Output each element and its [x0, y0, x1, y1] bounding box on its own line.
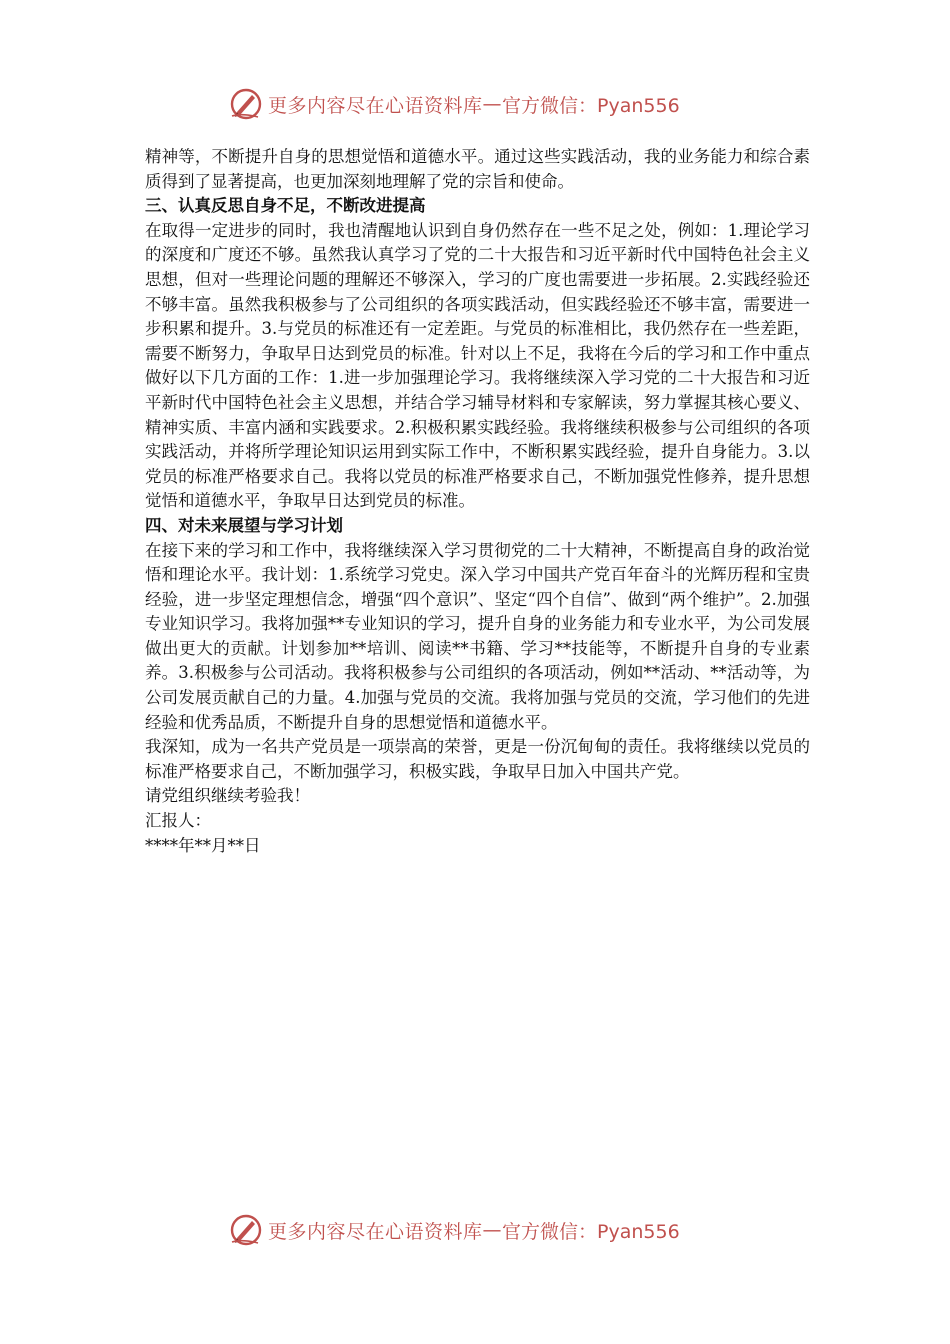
- paragraph-commitment: 我深知，成为一名共产党员是一项崇高的荣誉，更是一份沉甸甸的责任。我将继续以党员的标准严格要求自己，不断加强学习，积极实践，争取早日加入中国共产党。: [145, 737, 810, 781]
- header-banner: [228, 84, 680, 124]
- header-slogan: 更多内容尽在心语资料库: [268, 94, 483, 117]
- footer-dash: —: [482, 1219, 503, 1241]
- date-line: ****年**月**日: [145, 835, 261, 855]
- footer-wechat: 官方微信：Pyan556: [502, 1220, 680, 1243]
- closing-line: 请党组织继续考验我！: [145, 786, 310, 806]
- section-heading-3: 三、认真反思自身不足，不断改进提高: [145, 196, 426, 216]
- section-heading-4: 四、对未来展望与学习计划: [145, 515, 343, 535]
- paragraph-section-4: 在接下来的学习和工作中，我将继续深入学习贯彻党的二十大精神，不断提高自身的政治觉悟和理论水平。我计划：1.系统学习党史。深入学习中国共产党百年奋斗的光辉历程和宝贵经验，进一步坚定理想信念，增强“四个意识”、坚定“四个自信”、做到“两个维护”。2.加强专业知识学习。我将加强**专业知识的学习，提升自身的业务能力和专业水平，为公司发展做出更大的贡献。计划参加**培训、阅读**书籍、学习**技能等，不断提升自身的专业素养。3.积极参与公司活动。我将积极参与公司组织的各项活动，例如**活动、**活动等，为公司发展贡献自己的力量。4.加强与党员的交流。我将加强与党员的交流，学习他们的先进经验和优秀品质，不断提升自身的思想觉悟和道德水平。: [145, 540, 810, 732]
- paragraph-intro: 精神等，不断提升自身的思想觉悟和道德水平。通过这些实践活动，我的业务能力和综合素质得到了显著提高，也更加深刻地理解了党的宗旨和使命。: [145, 147, 810, 191]
- paragraph-section-3: 在取得一定进步的同时，我也清醒地认识到自身仍然存在一些不足之处，例如：1.理论学习的深度和广度还不够。虽然我认真学习了党的二十大报告和习近平新时代中国特色社会主义思想，但对一些理论问题的理解还不够深入，学习的广度也需要进一步拓展。2.实践经验还不够丰富。虽然我积极参与了公司组织的各项实践活动，但实践经验还不够丰富，需要进一步积累和提升。3.与党员的标准还有一定差距。与党员的标准相比，我仍然存在一些差距，需要不断努力，争取早日达到党员的标准。针对以上不足，我将在今后的学习和工作中重点做好以下几方面的工作：1.进一步加强理论学习。我将继续深入学习党的二十大报告和习近平新时代中国特色社会主义思想，并结合学习辅导材料和专家解读，努力掌握其核心要义、精神实质、丰富内涵和实践要求。2.积极积累实践经验。我将继续积极参与公司组织的各项实践活动，并将所学理论知识运用到实际工作中，不断积累实践经验，提升自身能力。3.以党员的标准严格要求自己。我将以党员的标准严格要求自己，不断加强党性修养，提升思想觉悟和道德水平，争取早日达到党员的标准。: [145, 220, 810, 511]
- pen-circle-logo-icon: [228, 1212, 264, 1248]
- document-body: [145, 145, 810, 858]
- footer-slogan: 更多内容尽在心语资料库: [268, 1220, 483, 1243]
- reporter-line: 汇报人：: [145, 811, 211, 831]
- pen-circle-logo-icon: [228, 86, 264, 122]
- footer-banner: [228, 1210, 680, 1250]
- header-wechat: 官方微信：Pyan556: [502, 94, 680, 117]
- header-dash: —: [482, 93, 503, 115]
